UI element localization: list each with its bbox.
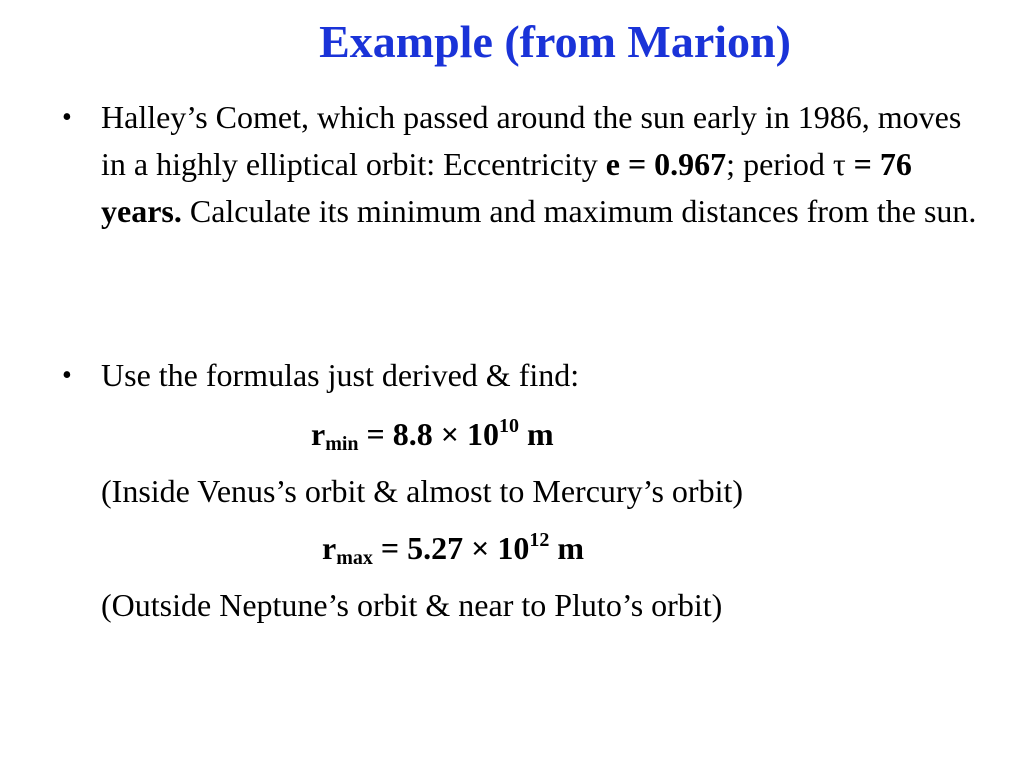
r-max-exponent: 12 <box>529 529 550 551</box>
r-min-subscript: min <box>325 433 359 455</box>
problem-text-intro: Halley’s Comet, which passed around the sun early in 1986, moves in a highly elliptical orbit: Eccentricity <box>101 99 962 182</box>
r-max-value: = 5.27 × 10 <box>380 530 530 566</box>
r-min-exponent: 10 <box>499 415 520 437</box>
tau-symbol: τ <box>832 146 846 182</box>
slide-title: Example (from Marion) <box>319 16 791 67</box>
problem-text-question: Calculate its minimum and maximum distances from the sun. <box>181 193 977 229</box>
r-max-symbol: r <box>322 530 337 566</box>
r-min-note: (Inside Venus’s orbit & almost to Mercury’s orbit) <box>101 473 743 509</box>
eccentricity-value: e = 0.967 <box>605 146 727 182</box>
r-min-unit: m <box>527 416 554 452</box>
problem-text-period-label: ; period <box>726 146 833 182</box>
r-min-symbol: r <box>311 416 326 452</box>
bullet-item-problem-statement <box>62 94 982 235</box>
r-max-subscript: max <box>336 547 373 569</box>
problem-statement-text <box>101 94 982 235</box>
bullet-icon: • <box>62 102 72 133</box>
r-max-unit: m <box>557 530 584 566</box>
r-min-equation <box>311 414 554 454</box>
r-max-note: (Outside Neptune’s orbit & near to Pluto’s orbit) <box>101 587 723 623</box>
bullet-item-use-formulas <box>62 352 982 399</box>
bullet-icon: • <box>62 360 72 391</box>
r-max-equation <box>322 528 584 568</box>
period-value: = 76 years. <box>101 146 912 229</box>
r-min-value: = 8.8 × 10 <box>366 416 500 452</box>
use-formulas-text: Use the formulas just derived & find: <box>101 357 580 393</box>
